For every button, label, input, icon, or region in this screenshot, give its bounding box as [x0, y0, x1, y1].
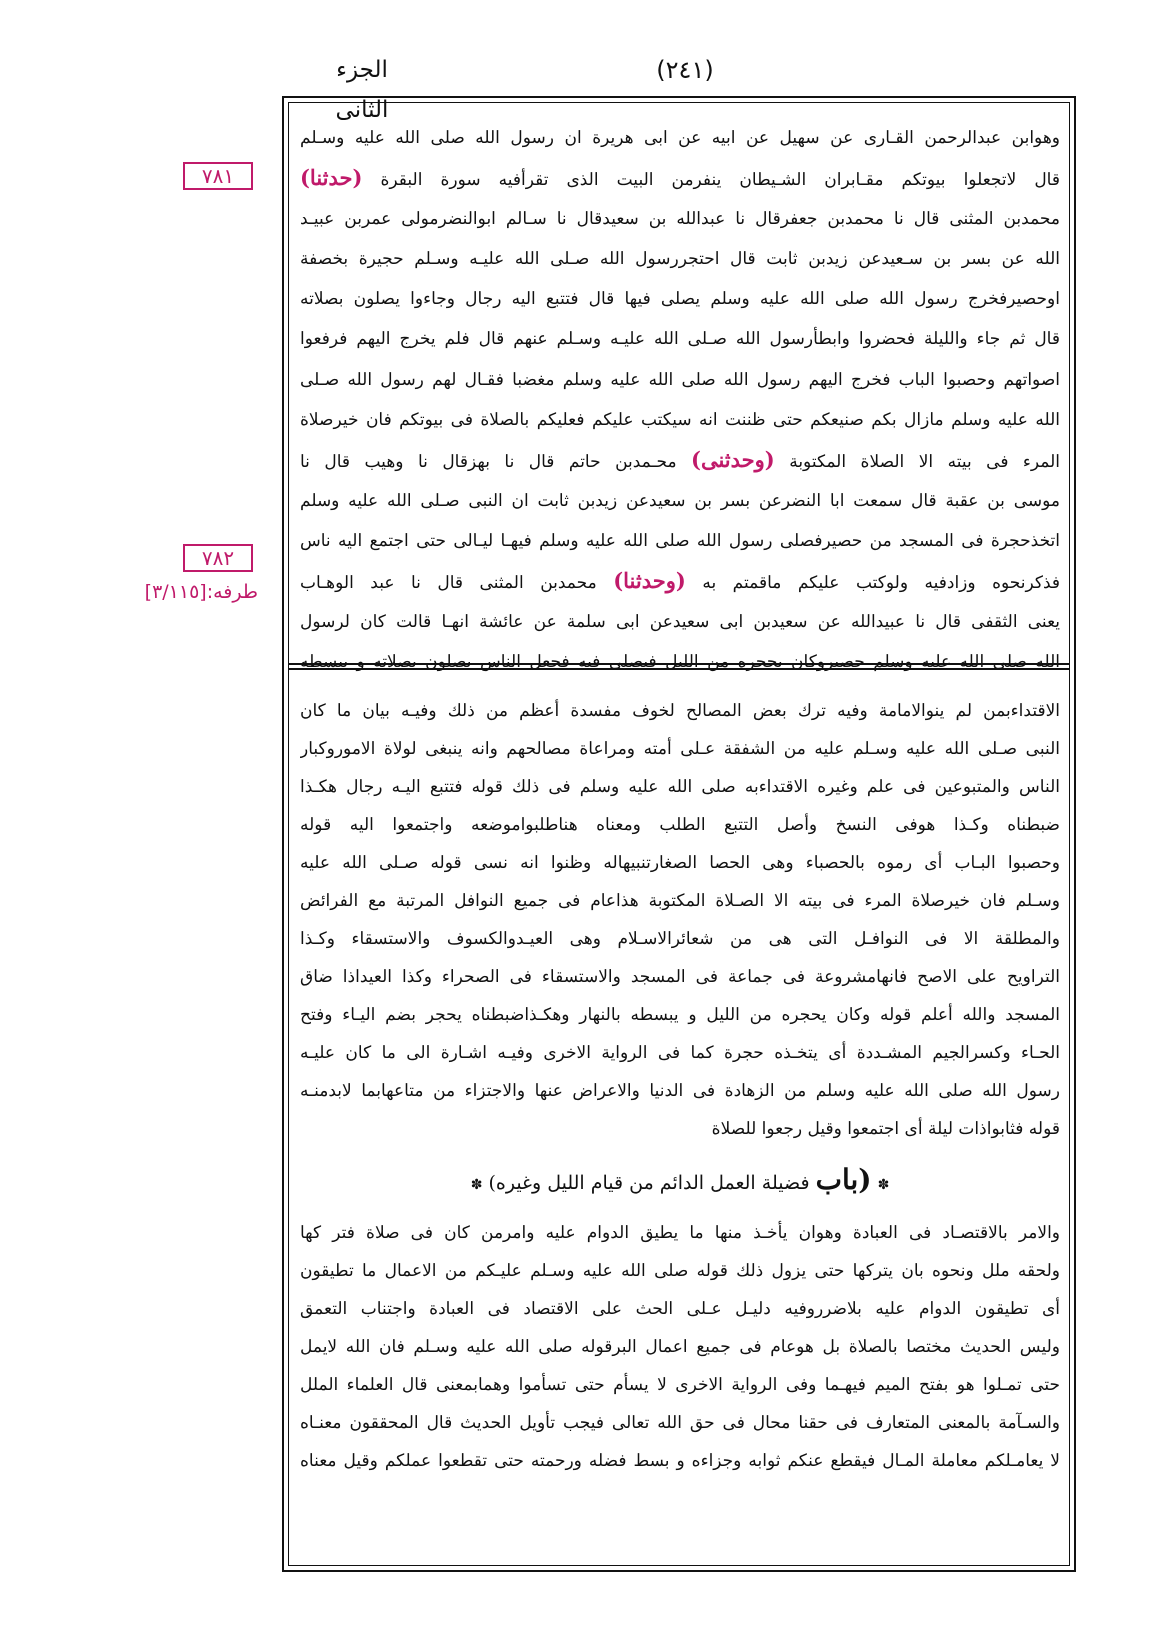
hadith-line-tail: محـمدبن حاتم قال نا بهزقال نا وهيب قال نا: [300, 452, 677, 473]
chapter-line: وليس الحديث مختصا بالصلاة بل هوعام فى جميع اعمال البرقوله صلى الله عليه وسـلم فان الله لايمل: [300, 1337, 1060, 1357]
commentary-line: التراويح على الاصح فانهامشروعة فى جماعة فى المسجد والاستسقاء فى الصحراء وكذا العيداذا ضاق: [300, 967, 1060, 987]
hadith-line: اوحصيرفخرج رسول الله صلى الله عليه وسلم يصلى فيها قال فتتبع اليه رجال وجاءوا يصلون بصلاته: [300, 289, 1060, 310]
hadith-line-text: فذكرنحوه وزادفيه ولوكتب عليكم ماقمتم به: [702, 573, 1060, 594]
star-ornament: ✽: [877, 1177, 890, 1193]
chapter-line: حتى تمـلوا هو بفتح الميم فيهـما وفى الرواية الاخرى لا يسأم حتى تسأموا وهمابمعنى قال العلماء الملل: [300, 1375, 1060, 1395]
hadith-line: محمدبن المثنى قال نا محمدبن جعفرقال نا عبدالله بن سعيدقال نا سـالم ابوالنضرمولى عمربن عبيـد: [300, 208, 1060, 229]
chapter-line: والسـآمة بالمعنى المتعارف فى حقنا محال فى حق الله تعالى فيجب تأويل الحديث قال المحققون معنـاه: [300, 1413, 1060, 1433]
hadith-line: الله صلى الله عليه وسلم حصيروكان يحجره من الليل فيصلى فيه فجعل الناس يصلون بصلاته و يبسطه: [300, 651, 1060, 672]
hadith-line: [300, 561, 1060, 601]
commentary-line: الناس والمتبوعين فى علم وغيره الاقتداءبه صلى الله عليه وسلم فى ذلك قوله فتتبع اليـه رجال هكـذا: [300, 777, 1060, 797]
star-ornament: ✽: [470, 1177, 483, 1193]
hadith-number-782: ٧٨٢: [183, 544, 253, 572]
chapter-line: أى تطيقون الدوام عليه بلاضرروفيه دليـل عـلى الحث على الاقتصاد فى العبادة واجتناب التعمق: [300, 1299, 1060, 1319]
wa-haddathana-marker: (وحدثنا): [613, 568, 686, 594]
commentary-line: النبى صـلى الله عليه وسـلم عليه من الشفقة عـلى أمته ومراعاة مصالحهم وانه ينبغى لولاة الاموروكبار: [300, 739, 1060, 759]
commentary-text: [300, 692, 1060, 1148]
commentary-line: والمطلقة الا فى النوافـل التى هى من شعائرالاسـلام وهى العيـدوالكسوف والاستسقاء وكـذا: [300, 929, 1060, 949]
hadith-line-tail: محمدبن المثنى قال نا عبد الوهـاب: [300, 573, 597, 594]
chapter-heading: [300, 1160, 1060, 1200]
commentary-line: ضبطناه وكـذا هوفى النسخ وأصل التتبع الطلب ومعناه هناطلبواموضعه واجتمعوا اليه قوله: [300, 815, 1060, 835]
hadith-line: [300, 158, 1060, 198]
chapter-line: والامر بالاقتصـاد فى العبادة وهوان يأخـذ منها ما يطيق الدوام عليه وامرمن كان فى صلاة فتر كها: [300, 1223, 1060, 1243]
hadith-line: الله عليه وسلم مازال بكم صنيعكم حتى ظننت انه سيكتب عليكم فعليكم بالصلاة فى بيوتكم فان خيرصلاة: [300, 410, 1060, 431]
hadith-line: قال ثم جاء والليلة فحضروا وابطأرسول الله صـلى الله عليـه وسـلم عنهم قال فلم يخرج اليهم فرفعوا: [300, 329, 1060, 350]
cross-reference-tarfah: طرفه:[٣/١١٥]: [144, 581, 258, 603]
hadith-line: اتخذحجرة فى المسجد من حصيرفصلى رسول الله صلى الله عليه وسلم فيهـا ليـالى حتى اجتمع اليه ناس: [300, 530, 1060, 551]
chapter-heading-word: (باب: [815, 1163, 872, 1196]
commentary-line: المسجد والله أعلم قوله وكان يحجره من الليل و يبسطه بالنهار وهكـذاضبطناه يحجر بضم اليـاء وفتح: [300, 1005, 1060, 1025]
commentary-line: رسول الله صلى الله عليه وسلم من الزهادة فى الدنيا والاعراض عنها والاجتزاء من متاعهابما لابدمنـه: [300, 1081, 1060, 1101]
commentary-line: الحـاء وكسرالجيم المشـددة أى يتخـذه حجرة كما فى الرواية الاخرى وفيـه اشـارة الى ما كان عليـه: [300, 1043, 1060, 1063]
commentary-line: الاقتداءبمن لم ينوالامامة وفيه ترك بعض المصالح لخوف مفسدة أعظم من ذلك وفيـه بيان ما كان: [300, 701, 1060, 721]
hadith-number-781: ٧٨١: [183, 162, 253, 190]
hadith-line-text: المرء فى بيته الا الصلاة المكتوبة: [789, 452, 1060, 473]
commentary-line: قوله فثابواذات ليلة أى اجتمعوا وقيل رجعوا للصلاة: [711, 1119, 1060, 1139]
hadith-line: الله عن بسر بن سـعيدعن زيدبن ثابت قال احتجررسول الله صـلى الله عليـه وسـلم حجيرة بخصفة: [300, 248, 1060, 269]
commentary-line: وحصبوا البـاب أى رموه بالحصباء وهى الحصا الصغارتنبيهاله وظنوا انه نسى قوله صـلى الله عليه: [300, 853, 1060, 873]
hadith-text: [300, 118, 1060, 682]
commentary-line: وسـلم فان خيرصلاة المرء فى بيته الا الصـلاة المكتوبة هذاعام فى جميع النوافل المرتبة مع الفرائض: [300, 891, 1060, 911]
hadith-line: [300, 440, 1060, 480]
running-head-part: الجزء الثانى: [335, 57, 389, 123]
chapter-line: لا يعامـلكم معاملة المـال فيقطع عنكم ثوابه وجزاءه و بسط فضله ورحمته حتى تقطعوا عملكم وقيل معناه: [300, 1451, 1060, 1471]
hadith-line: موسى بن عقبة قال سمعت ابا النضرعن بسر بن سعيدعن زيدبن ثابت ان النبى صـلى الله عليه وسلم: [300, 490, 1060, 511]
hadith-line-text: قال لاتجعلوا بيوتكم مقـابران الشـيطان ينفرمن البيت الذى تقرأفيه سورة البقرة: [380, 170, 1060, 191]
page-number: (٢٤١): [656, 56, 714, 84]
chapter-line: ولحقه ملل ونحوه بان يتركها حتى يزول ذلك قوله صلى الله عليه وسـلم عليـكم من الاعمال ما تطيقون: [300, 1261, 1060, 1281]
wa-haddathani-marker: (وحدثنى): [691, 447, 775, 473]
hadith-line: يعنى الثقفى قال نا عبيدالله عن سعيدبن ابى سعيدعن ابى سلمة عن عائشة انهـا قالت كان لرسول: [300, 611, 1060, 632]
hadith-line: وهوابن عبدالرحمن القـارى عن سهيل عن ابيه عن ابى هريرة ان رسول الله صلى الله عليه وسـلم: [300, 128, 1060, 148]
chapter-commentary-text: [300, 1214, 1060, 1480]
chapter-heading-title: فضيلة العمل الدائم من قيام الليل وغيره): [488, 1172, 810, 1194]
hadith-line: اصواتهم وحصبوا الباب فخرج اليهم رسول الله صلى الله عليه وسلم مغضبا فقـال لهم رسول الله صـلى: [300, 369, 1060, 390]
haddathana-marker: (حدثنا): [300, 165, 363, 191]
